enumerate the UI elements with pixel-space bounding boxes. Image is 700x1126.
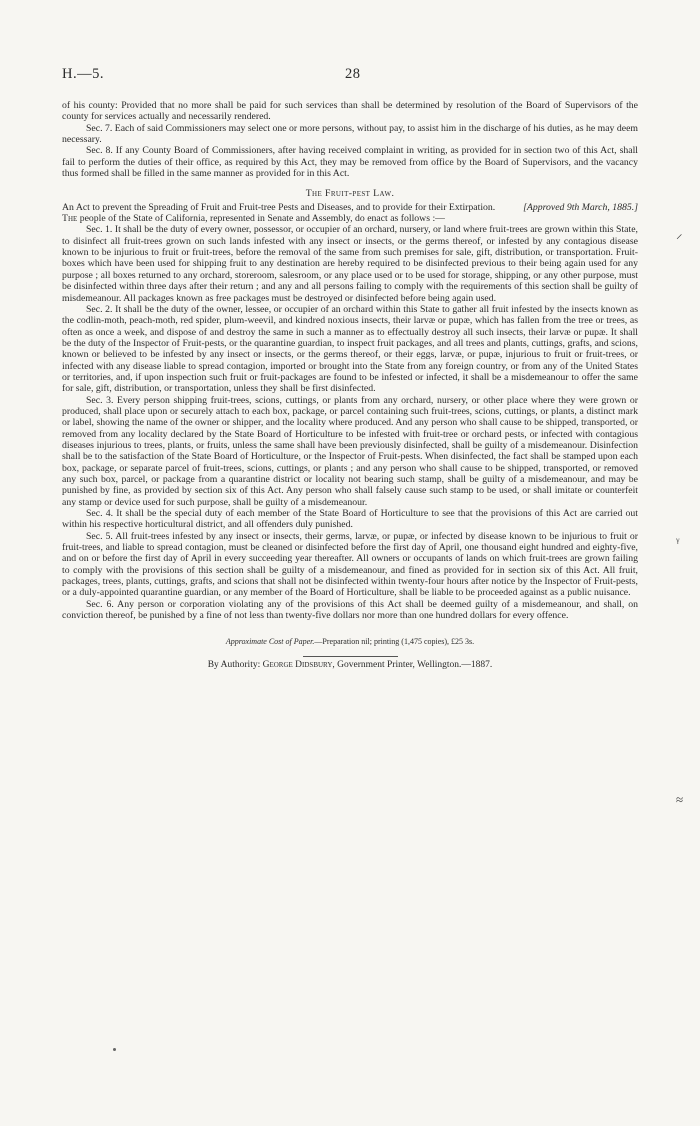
cost-label: Approximate Cost of Paper. [225, 637, 315, 647]
section-4-paragraph: Sec. 4. It shall be the special duty of each member of the State Board of Horticulture to see that the provisions of this Act are carried out within his respective horticultural district, and all offenders duly punished. [62, 508, 638, 531]
section-2-paragraph: Sec. 2. It shall be the duty of the owner, lessee, or occupier of an orchard within this State to gather all fruit infested by the insects known as the codlin-moth, peach-moth, red spider, plum-weevil, and kindred noxious insects, their larvæ or pupæ, which has fallen from the tree or trees, as often as once a week, and dispose of and destroy the same in such a manner as to effectually destroy all such insects, their larvæ or pupæ. It shall be the duty of the Inspector of Fruit-pests, or the quarantine guardian, to inspect fruit packages, and all trees and plants, cuttings, grafts, and scions, known or believed to be infested by any insect or insects, or the germs thereof, or their eggs, larvæ, or pupæ, injurious to fruit or fruit-trees, or infected with any disease liable to spread contagion, imported or brought into the State from any foreign country, or from any of the United States or territories, and, if upon inspection such fruit or fruit-packages are found to be infested or infected, it shall be a misdemeanour to offer the same for sale, gift, distribution, or transportation, unless they shall be first disinfected. [62, 303, 638, 395]
section-6-paragraph: Sec. 6. Any person or corporation violating any of the provisions of this Act shall be deemed guilty of a misdemeanour, and shall, on conviction thereof, be punished by a fine of not less than twenty-five dollars nor more than one hundred dollars for every offence. [62, 598, 638, 622]
printer-authority [62, 660, 638, 671]
section-1-paragraph: Sec. 1. It shall be the duty of every owner, possessor, or occupier of an orchard, nursery, or land where fruit-trees are grown within this State, to disinfect all fruit-trees grown on such lands infested with any insect or insects, or the germs thereof, or infested by any contagious disease known to be injurious to fruit or fruit-trees, before the removal of the same from such premises for sale, gift, distribution, or transportation. Fruit-boxes which have been used for shipping fruit to any destination are hereby required to be disinfected previous to their being again used for any purpose ; all boxes returned to any orchard, storeroom, salesroom, or any place used or to be used for storage, shipping, or any other purpose, must be disinfected within three days after their return ; and any and all persons failing to comply with the requirements of this section shall be guilty of misdemeanour. All packages known as free packages must be destroyed or disinfected before being again used. [62, 224, 638, 304]
margin-mark-bottom: ≈ [676, 792, 684, 807]
act-title [62, 202, 638, 213]
footer-rule [303, 656, 398, 657]
authority-prefix: By Authority: [207, 659, 261, 670]
margin-mark-middle: ᵞ [676, 534, 680, 549]
law-title: The Fruit-pest Law. [305, 188, 395, 200]
page-header [62, 66, 640, 86]
authority-suffix: , Government Printer, Wellington.—1887. [332, 659, 493, 670]
section-7-paragraph: Sec. 7. Each of said Commissioners may select one or more persons, without pay, to assist him in the discharge of his duties, as he may deem necessary. [62, 122, 638, 146]
page-speck [113, 1048, 116, 1051]
cost-note [62, 636, 638, 647]
section-5-paragraph: Sec. 5. All fruit-trees infested by any insect or insects, their germs, larvæ, or pupæ, or infected by disease known to be injurious to fruit or fruit-trees, and liable to spread contagion, must be cleaned or disinfected before the first day of April, one thousand eight hundred and eighty-five, and on or before the first day of April in every succeeding year thereafter. All owners or occupants of lands on which fruit-trees are grown failing to comply with the provisions of this section shall be guilty of a misdemeanour, and fined as provided for in section six of this Act. All fruit, packages, trees, plants, cuttings, grafts, and scions that shall not be disinfected within twenty-four hours after notice by the Inspector of Fruit-pests, or a duly-appointed quarantine guardian, or any member of the Board of Horticulture, shall be liable to be proceeded against as a public nuisance. [62, 530, 638, 599]
document-reference: H.—5. [62, 66, 104, 82]
cost-detail: —Preparation nil; printing (1,475 copies), £25 3s. [314, 637, 475, 647]
enacting-lead-word: The [62, 213, 78, 225]
enacting-clause [62, 213, 638, 224]
enacting-text: people of the State of California, represented in Senate and Assembly, do enact as follows :— [79, 213, 445, 225]
act-title-text: An Act to prevent the Spreading of Fruit and Fruit-tree Pests and Diseases, and to provide for their Extirpation. [62, 201, 496, 213]
continuation-paragraph: of his county: Provided that no more shall be paid for such services than shall be determined by resolution of the Board of Supervisors of the county for services actually and necessarily rendered. [62, 100, 638, 123]
approval-date: [Approved 9th March, 1885.] [523, 201, 638, 213]
margin-mark-top: ⸝ [676, 226, 683, 241]
page-number: 28 [345, 66, 361, 82]
section-3-paragraph: Sec. 3. Every person shipping fruit-trees, scions, cuttings, or plants from any orchard, nursery, or other place where they were grown or produced, shall place upon or securely attach to each box, package, or parcel containing such fruit-trees, scions, cuttings, or plants, a distinct mark or label, showing the name of the owner or shipper, and the locality where produced. And any person who shall cause to be shipped, transported, or removed from any locality declared by the State Board of Horticulture to be infested with fruit-tree or orchard pests, or infected with contagious diseases injurious to trees, plants, or fruits, unless the same shall have been previously disinfected, shall be guilty of a misdemeanour. Disinfection shall be to the satisfaction of the State Board of Horticulture, or the Inspector of Fruit-pests. When disinfected, the fact shall be stamped upon each box, package, or separate parcel of fruit-trees, scions, cuttings, or plants ; and any person who shall cause to be shipped, transported, or removed any such box, parcel, or package from a quarantine district or locality not bearing such stamp, shall be guilty of a misdemeanour, and may be punished by fine, as provided by section six of this Act. Any person who shall falsely cause such stamp to be used, or shall imitate or counterfeit any stamp or device used for such purpose, shall be guilty of a misdemeanour. [62, 394, 638, 508]
printer-name: George Didsbury [262, 659, 333, 670]
document-body [62, 100, 638, 671]
section-8-paragraph: Sec. 8. If any County Board of Commissioners, after having received complaint in writing, as provided for in section two of this Act, shall fail to perform the duties of their office, as required by this Act, they may be removed from office by the Board of Supervisors, and the vacancy thus formed shall be filled in the same manner as provided for in this Act. [62, 145, 638, 180]
